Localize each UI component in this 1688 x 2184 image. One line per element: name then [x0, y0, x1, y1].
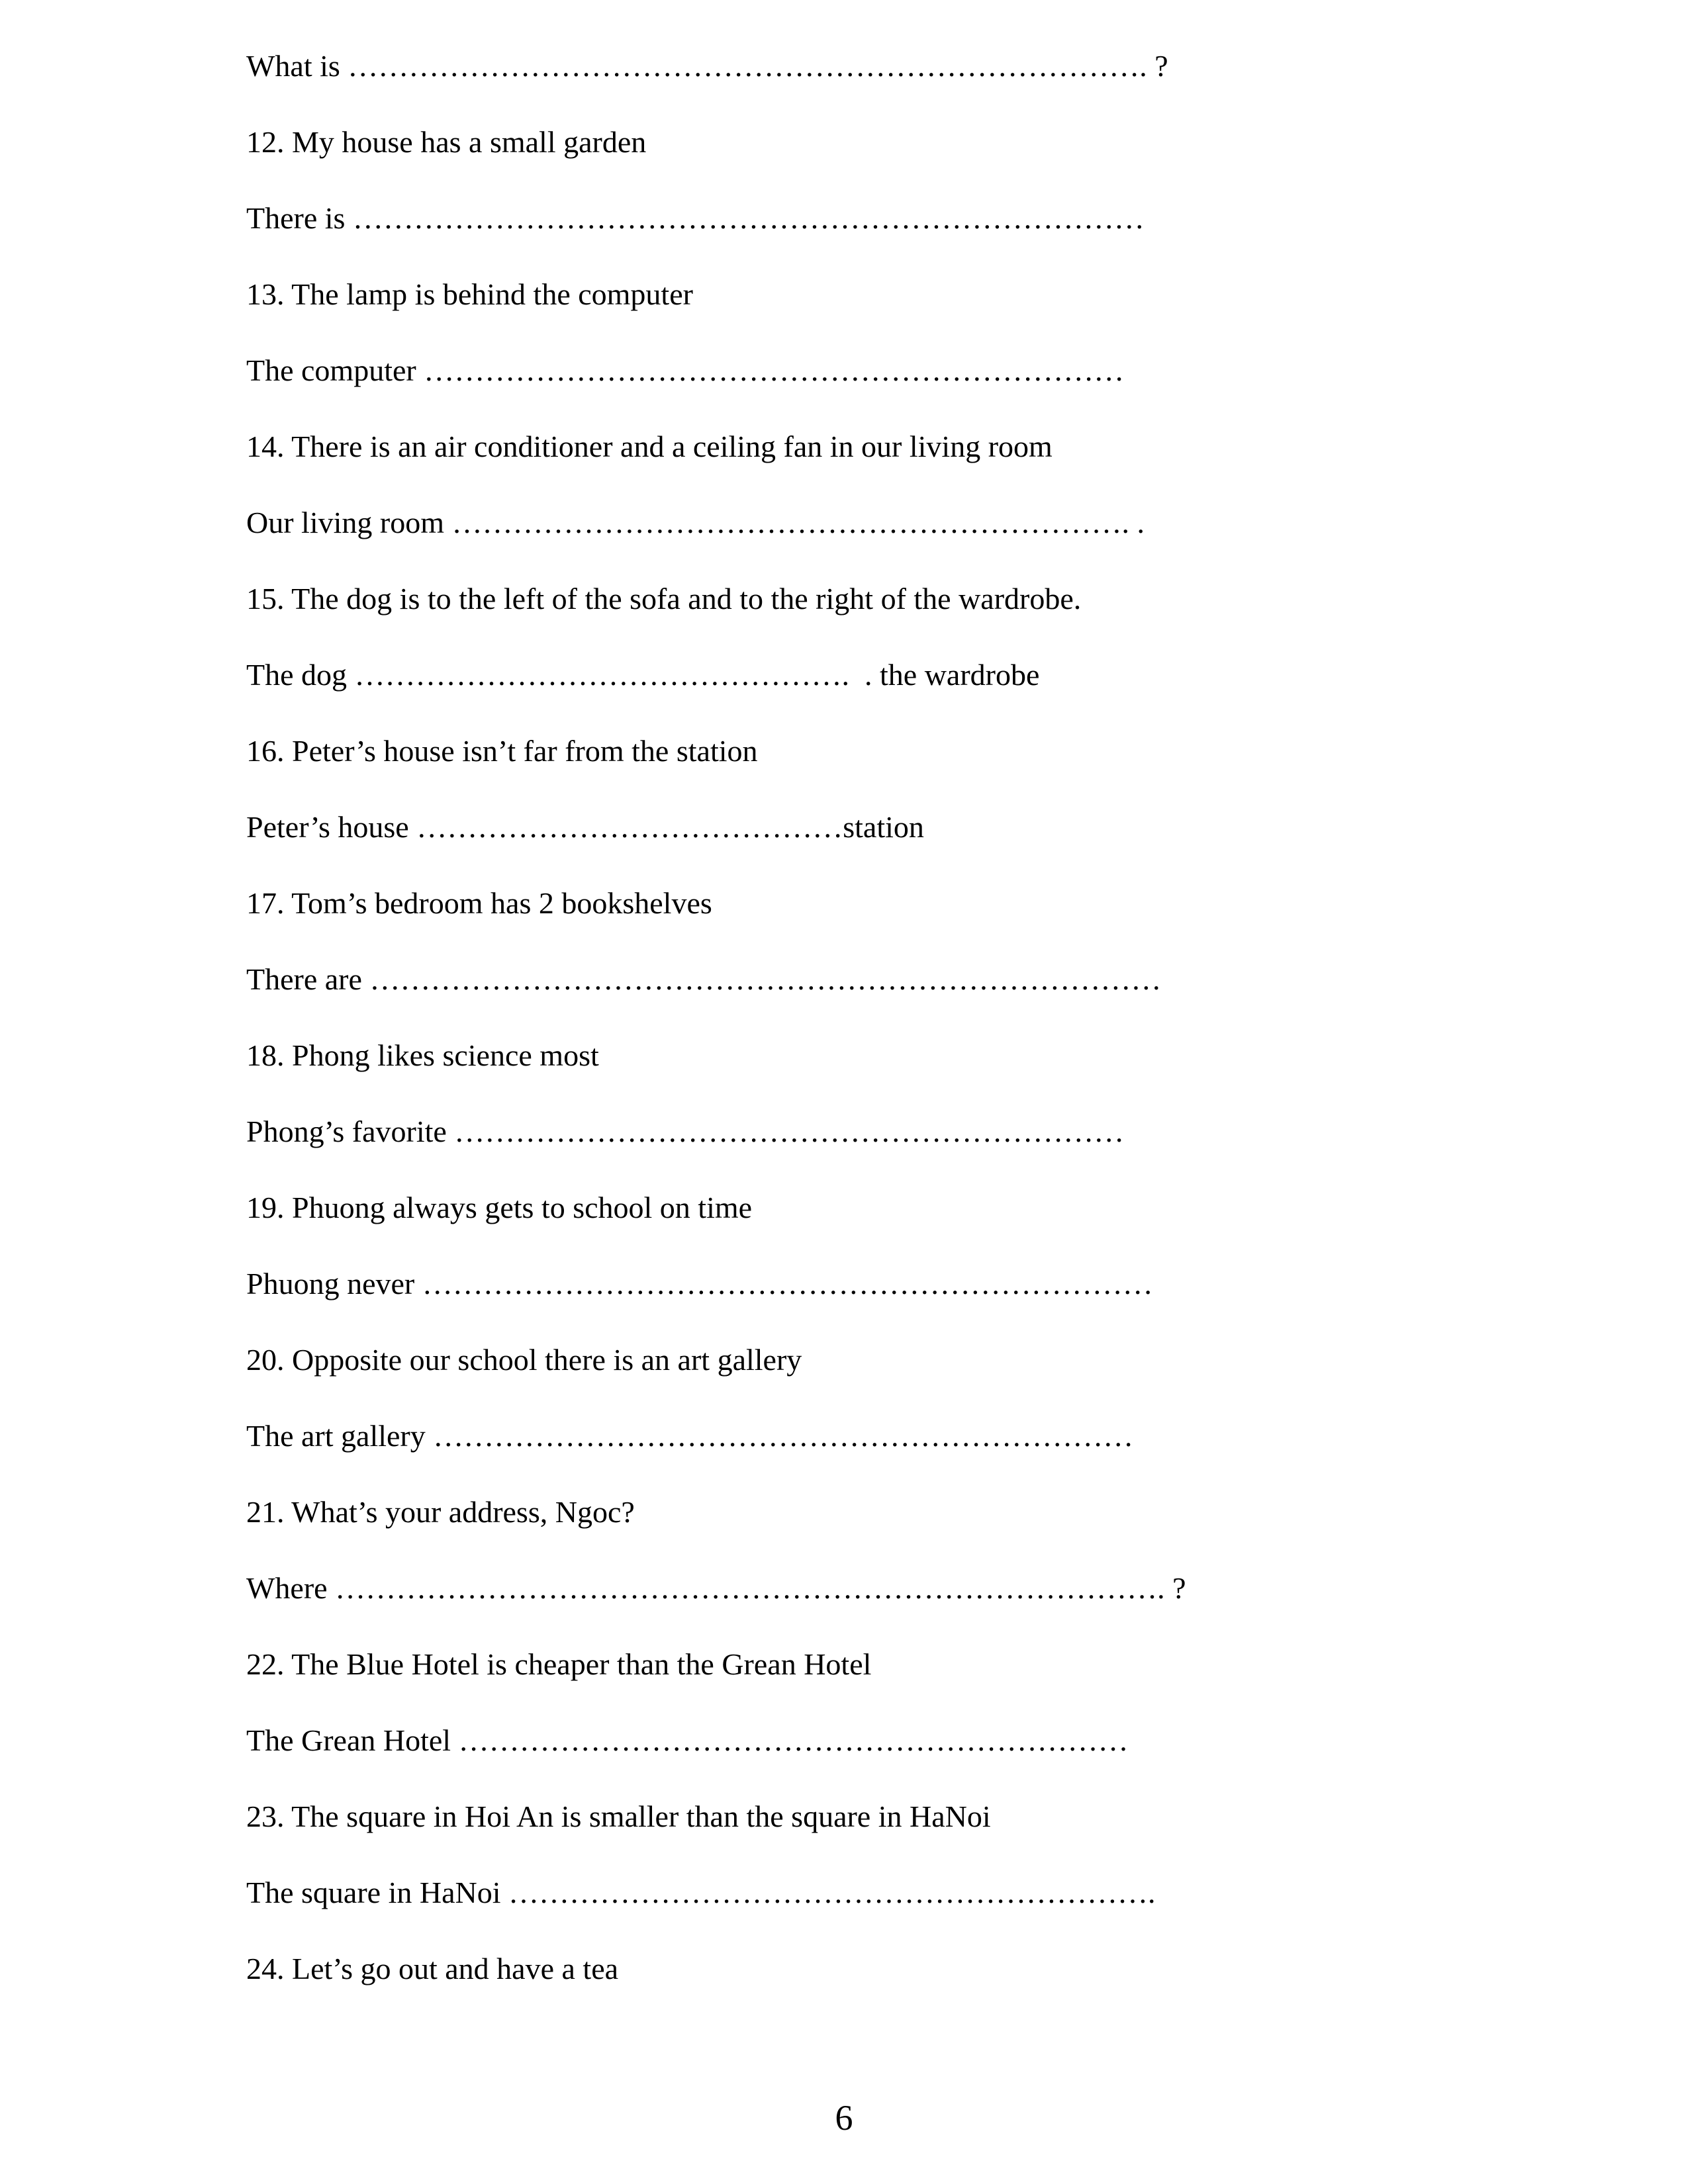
- page-number: 6: [835, 2098, 853, 2138]
- answer-line-22: The Grean Hotel …………………………………………………………: [246, 1723, 1129, 1757]
- question-24: 24. Let’s go out and have a tea: [246, 1952, 619, 1985]
- answer-line-23: The square in HaNoi ……………………………………………………….: [246, 1876, 1156, 1909]
- answer-line-18: Phong’s favorite …………………………………………………………: [246, 1115, 1125, 1148]
- question-23: 23. The square in Hoi An is smaller than the square in HaNoi: [246, 1799, 991, 1833]
- answer-line-12: There is ……………………………………………………………………: [246, 201, 1145, 235]
- question-21: 21. What’s your address, Ngoc?: [246, 1495, 635, 1529]
- answer-line-14: Our living room …………………………………………………………. .: [246, 506, 1145, 539]
- question-18: 18. Phong likes science most: [246, 1038, 599, 1072]
- question-20: 20. Opposite our school there is an art gallery: [246, 1343, 802, 1377]
- question-22: 22. The Blue Hotel is cheaper than the Grean Hotel: [246, 1647, 872, 1681]
- answer-line-17: There are ……………………………………………………………………: [246, 962, 1162, 996]
- question-17: 17. Tom’s bedroom has 2 bookshelves: [246, 886, 712, 920]
- answer-line-11: What is ……………………………………………………………………. ?: [246, 49, 1168, 83]
- answer-line-20: The art gallery ……………………………………………………………: [246, 1419, 1134, 1453]
- question-19: 19. Phuong always gets to school on time: [246, 1191, 753, 1224]
- answer-line-19: Phuong never ………………………………………………………………: [246, 1267, 1153, 1300]
- answer-line-13: The computer ……………………………………………………………: [246, 353, 1125, 387]
- question-13: 13. The lamp is behind the computer: [246, 277, 693, 311]
- answer-line-16: Peter’s house ……………………………………station: [246, 810, 924, 844]
- question-15: 15. The dog is to the left of the sofa and to the right of the wardrobe.: [246, 582, 1082, 615]
- answer-line-21: Where ………………………………………………………………………. ?: [246, 1571, 1186, 1605]
- answer-line-15: The dog …………………………………………. . the wardrobe: [246, 658, 1040, 692]
- question-14: 14. There is an air conditioner and a ceiling fan in our living room: [246, 430, 1053, 463]
- question-12: 12. My house has a small garden: [246, 125, 647, 159]
- question-16: 16. Peter’s house isn’t far from the station: [246, 734, 758, 768]
